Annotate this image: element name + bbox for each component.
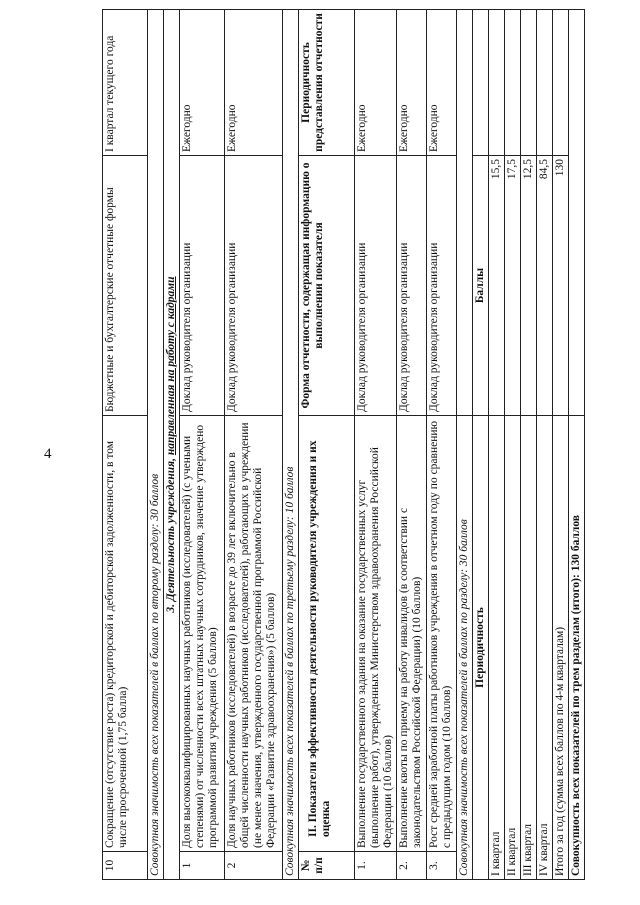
column-header-number: № п/п <box>299 852 355 880</box>
grand-total-row <box>569 9 585 879</box>
table-row <box>397 9 427 879</box>
rotated-document-table <box>102 10 582 880</box>
score-label: III квартал <box>521 416 537 880</box>
score-label: II квартал <box>505 416 521 880</box>
report-form: Бюджетные и бухгалтерские отчетные формы <box>103 155 148 415</box>
score-row <box>521 9 537 879</box>
column-header-title: II. Показатели эффективности деятельности руководителя учреждения и их оценка <box>299 416 355 852</box>
report-period: Ежегодно <box>427 9 457 155</box>
section-title-part-underlined: направленная на работу с кадрами <box>165 276 177 456</box>
report-period: Ежегодно <box>225 9 283 155</box>
score-row <box>489 9 505 879</box>
score-row <box>553 9 569 879</box>
score-value: 15,5 <box>489 155 505 415</box>
report-period: Ежегодно <box>180 9 225 155</box>
section-total: Совокупная значимость всех показателей в баллах по второму разделу: 30 баллов <box>148 9 164 879</box>
section-title-part: 3. Деятельность учреждения, <box>165 455 177 613</box>
section-3-title <box>164 9 180 879</box>
row-number: 10 <box>103 852 148 880</box>
score-label: IV квартал <box>537 416 553 880</box>
scores-header-period: Периодичность <box>473 416 489 880</box>
score-value: 17,5 <box>505 155 521 415</box>
row-number: 1 <box>180 852 225 880</box>
score-value: 130 <box>553 155 569 415</box>
score-label: I квартал <box>489 416 505 880</box>
score-row <box>537 9 553 879</box>
report-period: Ежегодно <box>397 9 427 155</box>
indicators-table <box>102 9 585 880</box>
table-row <box>355 9 397 879</box>
report-form: Доклад руководителя организации <box>397 155 427 415</box>
section-total: Совокупная значимость всех показателей в баллах по третьему разделу: 10 баллов <box>283 9 299 879</box>
score-label: Итого за год (сумма всех баллов по 4-м кварталам) <box>553 416 569 880</box>
table-row <box>103 9 148 879</box>
row-number: 3. <box>427 852 457 880</box>
column-header-period: Периодичность представления отчетности <box>299 9 355 155</box>
scores-header-points: Баллы <box>473 155 489 415</box>
score-row <box>505 9 521 879</box>
report-form: Доклад руководителя организации <box>427 155 457 415</box>
report-period: I квартал текущего года <box>103 9 148 155</box>
grand-total: Совокупность всех показателей по трем разделам (итого): 130 баллов <box>569 416 585 880</box>
section-total: Совокупная значимость всех показателей в баллах по разделу: 30 баллов <box>457 9 473 879</box>
section-2-header <box>299 9 355 879</box>
scores-header <box>473 9 489 879</box>
indicator-text: Сокращение (отсутствие роста) кредиторской и дебиторской задолженности, в том числе просроченной (1,75 балла) <box>103 416 148 852</box>
report-form: Доклад руководителя организации <box>225 155 283 415</box>
table-row <box>225 9 283 879</box>
report-period: Ежегодно <box>355 9 397 155</box>
page-number: 4 <box>44 446 52 462</box>
score-value: 84,5 <box>537 155 553 415</box>
row-number: 1. <box>355 852 397 880</box>
score-value: 12,5 <box>521 155 537 415</box>
table-row <box>427 9 457 879</box>
indicator-text: Доля высококвалифицированных научных работников (исследователей) (с учеными степенями) от численности всех штатных научных сотрудников, значение утверждено программой развития учреждения (5 баллов) <box>180 416 225 852</box>
report-form: Доклад руководителя организации <box>180 155 225 415</box>
indicator-text: Рост средней заработной платы работников учреждения в отчетном году по сравнению с предыдущим годом (10 баллов) <box>427 416 457 852</box>
table-row <box>180 9 225 879</box>
indicator-text: Выполнение государственного задания на оказание государственных услуг (выполнение работ), утвержденных Министерством здравоохранения Российской Федерации (10 баллов) <box>355 416 397 852</box>
row-number: 2. <box>397 852 427 880</box>
indicator-text: Выполнение квоты по приему на работу инвалидов (в соответствии с законодательством Российской Федерации) (10 баллов) <box>397 416 427 852</box>
report-form: Доклад руководителя организации <box>355 155 397 415</box>
indicator-text: Доля научных работников (исследователей) в возрасте до 39 лет включительно в общей численности научных работников (исследователей), работающих в учреждении (не менее значения, утвержденного государственной программой Российской Федерации «Развитие здравоохранения») (5 баллов) <box>225 416 283 852</box>
row-number: 2 <box>225 852 283 880</box>
column-header-form: Форма отчетности, содержащая информацию о выполнении показателя <box>299 155 355 415</box>
